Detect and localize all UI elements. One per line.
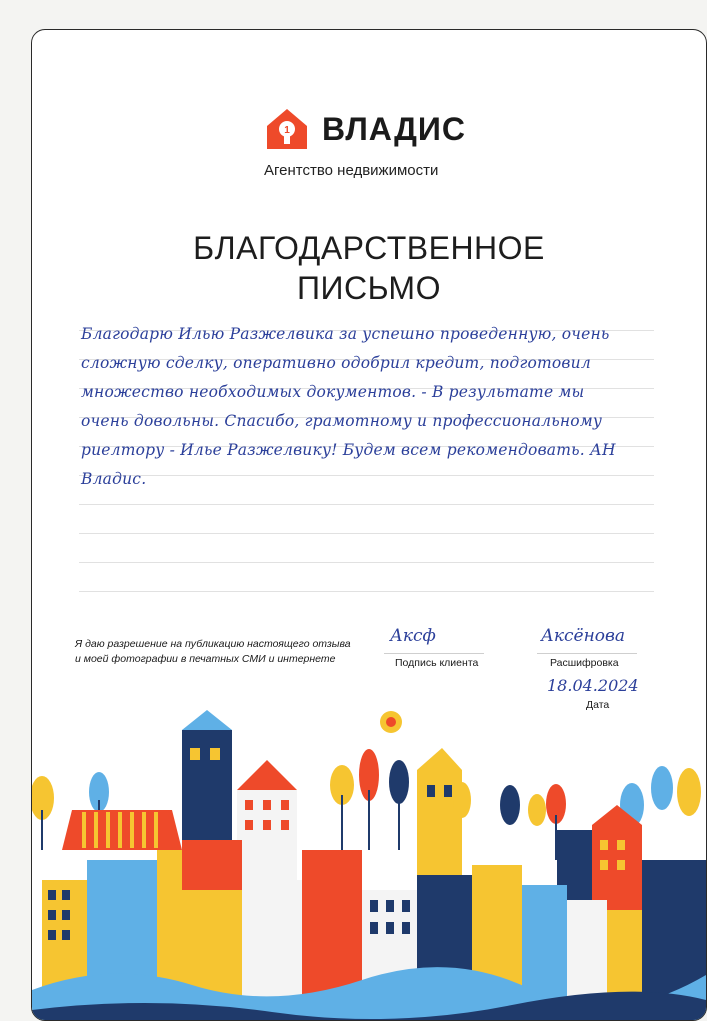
ruled-line xyxy=(79,504,654,505)
page-title xyxy=(32,228,706,308)
letter-line: Благодарю Илью Разжелвика за успешно проведенную, очень xyxy=(81,325,610,343)
title-line-2: ПИСЬМО xyxy=(297,270,441,306)
letter-line: сложную сделку, оперативно одобрил кредит, подготовил xyxy=(81,354,591,372)
letter-line: множество необходимых документов. - В результате мы xyxy=(81,383,585,401)
handwritten-letter xyxy=(81,320,661,494)
date-label: Дата xyxy=(586,699,610,711)
decoding-line xyxy=(537,653,637,654)
letter-sheet xyxy=(31,29,707,1021)
consent-text xyxy=(75,637,375,667)
consent-line: и моей фотографии в печатных СМИ и интернете xyxy=(75,653,336,665)
decoding-label: Расшифровка xyxy=(550,657,619,669)
brand-name: ВЛАДИС xyxy=(322,110,466,147)
ruled-line xyxy=(79,591,654,592)
brand-logo xyxy=(264,106,466,152)
signature-line xyxy=(384,653,484,654)
ruled-line xyxy=(79,562,654,563)
decoding-value: Аксёнова xyxy=(541,626,626,646)
client-signature: Аксф xyxy=(390,626,436,646)
signature-label: Подпись клиента xyxy=(395,657,479,669)
date-value: 18.04.2024 xyxy=(547,676,639,695)
city-illustration xyxy=(32,700,706,1021)
svg-text:1: 1 xyxy=(284,125,290,136)
letter-line: риелтору - Илье Разжелвику! Будем всем рекомендовать. АН Владис. xyxy=(81,441,616,488)
letter-line: очень довольны. Спасибо, грамотному и профессиональному xyxy=(81,412,603,430)
consent-line: Я даю разрешение на публикацию настоящего отзыва xyxy=(75,638,351,650)
title-line-1: БЛАГОДАРСТВЕННОЕ xyxy=(193,230,545,266)
house-key-icon xyxy=(264,106,310,152)
ruled-line xyxy=(79,533,654,534)
brand-tagline: Агентство недвижимости xyxy=(264,162,439,179)
